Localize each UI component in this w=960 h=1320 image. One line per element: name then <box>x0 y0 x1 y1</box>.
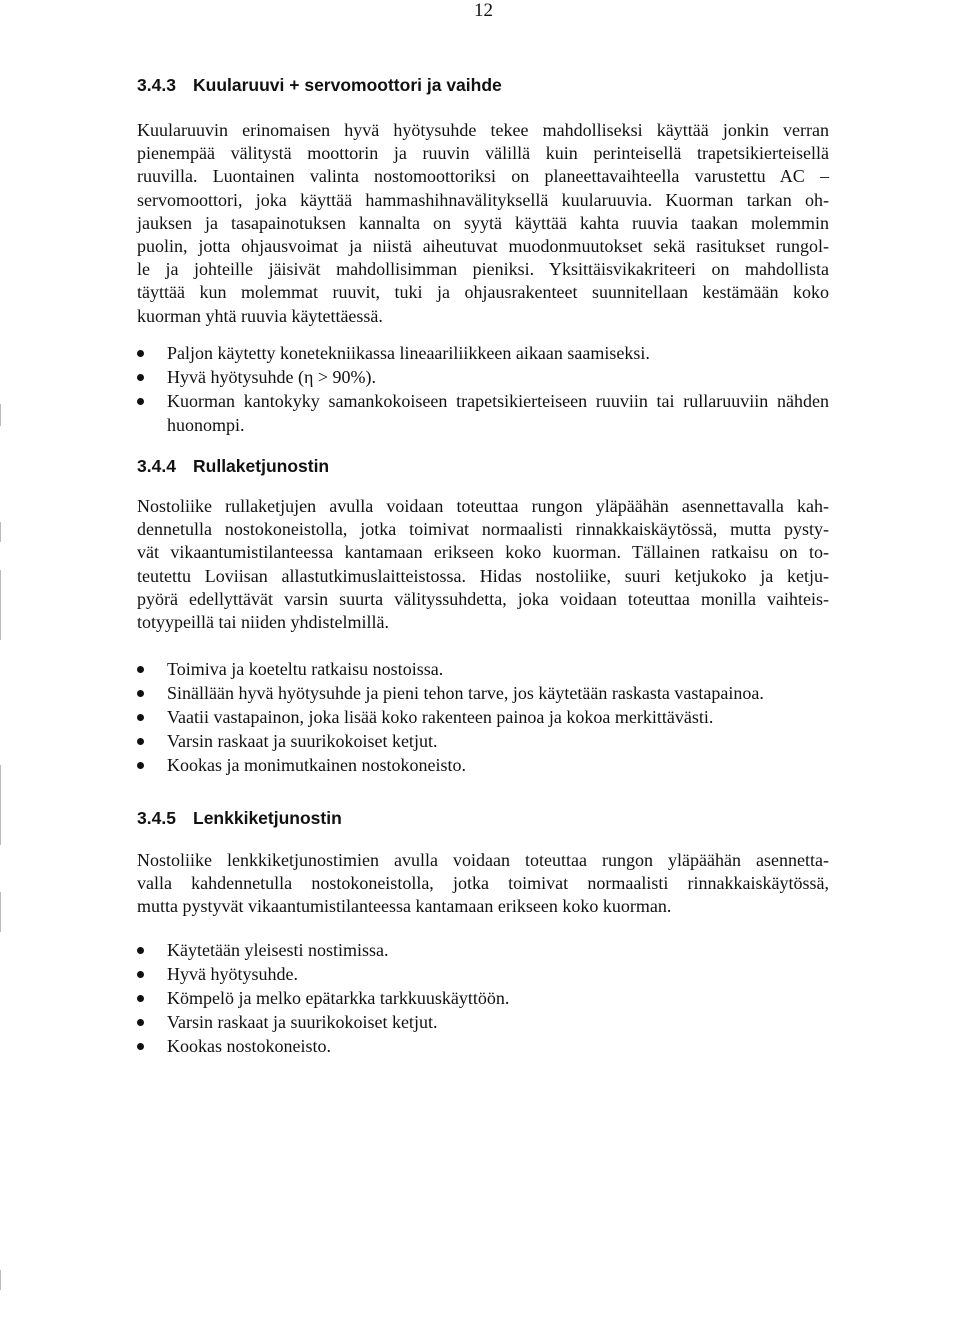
bullet-list-3-4-3 <box>137 341 829 437</box>
paragraph-line: ruuvilla. Luontainen valinta nostomoottoriksi on planeettavaihteella varustettu AC – <box>137 166 829 187</box>
bullet-icon <box>137 1019 144 1026</box>
section-heading-3-4-3 <box>137 74 502 96</box>
list-item-text: Kömpelö ja melko epätarkka tarkkuuskäyttöön. <box>167 988 510 1008</box>
paragraph-line: mutta pystyvät vikaantumistilanteessa kantamaan erikseen koko kuorman. <box>137 896 672 917</box>
list-item <box>137 1034 829 1058</box>
list-item-text: Hyvä hyötysuhde. <box>167 964 298 984</box>
paragraph-line: teutettu Loviisan allastutkimuslaitteistossa. Hidas nostoliike, suuri ketjukoko ja ketju- <box>137 565 829 586</box>
bullet-icon <box>137 762 144 769</box>
scan-mark <box>0 765 1 845</box>
section-heading-3-4-5 <box>137 807 342 829</box>
section-title: Rullaketjunostin <box>193 456 330 476</box>
section-paragraph-3-4-3 <box>137 119 829 328</box>
list-item-text: Varsin raskaat ja suurikokoiset ketjut. <box>167 1012 438 1032</box>
bullet-icon <box>137 350 144 357</box>
paragraph-line: pyörä edellyttävät varsin suurta välityssuhdetta, joka voidaan toteuttaa monilla vaihteis- <box>137 588 829 609</box>
paragraph-line: jauksen ja tasapainotuksen kannalta on syytä käyttää kahta ruuvia taakan molemmin <box>137 212 829 233</box>
scan-mark <box>0 1270 1 1290</box>
paragraph-line: kuorman yhtä ruuvia käytettäessä. <box>137 305 383 326</box>
list-item-text: Toimiva ja koeteltu ratkaisu nostoissa. <box>167 659 444 679</box>
bullet-list-3-4-4 <box>137 657 829 777</box>
list-item-text: Käytetään yleisesti nostimissa. <box>167 940 389 960</box>
bullet-icon <box>137 374 144 381</box>
section-paragraph-3-4-5 <box>137 849 829 919</box>
list-item <box>137 729 829 753</box>
list-item <box>137 962 829 986</box>
list-item <box>137 938 829 962</box>
list-item-text: Sinällään hyvä hyötysuhde ja pieni tehon tarve, jos käytetään raskasta vastapainoa. <box>167 683 764 703</box>
section-number: 3.4.5 <box>137 808 176 828</box>
bullet-icon <box>137 738 144 745</box>
paragraph-line: servomoottori, joka käyttää hammashihnavälityksellä kuularuuvia. Kuorman tarkan oh- <box>137 189 829 210</box>
section-number: 3.4.3 <box>137 75 176 95</box>
bullet-icon <box>137 947 144 954</box>
paragraph-line: Kuularuuvin erinomaisen hyvä hyötysuhde tekee mahdolliseksi käyttää jonkin verran <box>137 120 829 140</box>
list-item <box>137 1010 829 1034</box>
section-title: Lenkkiketjunostin <box>193 808 342 828</box>
section-number: 3.4.4 <box>137 456 176 476</box>
list-item-text: Kookas nostokoneisto. <box>167 1036 331 1056</box>
bullet-list-3-4-5 <box>137 938 829 1058</box>
list-item-text: Kookas ja monimutkainen nostokoneisto. <box>167 755 466 775</box>
list-item-text: Paljon käytetty konetekniikassa lineaariliikkeen aikaan saamiseksi. <box>167 343 650 363</box>
paragraph-line: Nostoliike lenkkiketjunostimien avulla voidaan toteuttaa rungon yläpäähän asennetta- <box>137 850 829 870</box>
bullet-icon <box>137 1043 144 1050</box>
paragraph-line: pienempää välitystä moottorin ja ruuvin välillä kuin perinteisellä trapetsikierteisellä <box>137 143 829 164</box>
list-item <box>137 389 829 437</box>
paragraph-line: dennetulla nostokoneistolla, jotka toimivat normaalisti rinnakkaiskäytössä, mutta pysty- <box>137 519 829 540</box>
bullet-icon <box>137 714 144 721</box>
list-item-text: Hyvä hyötysuhde (η > 90%). <box>167 367 377 387</box>
list-item <box>137 365 829 389</box>
paragraph-line: vät vikaantumistilanteessa kantamaan erikseen koko kuorman. Tällainen ratkaisu on to- <box>137 542 829 563</box>
list-item <box>137 341 829 365</box>
bullet-icon <box>137 690 144 697</box>
paragraph-line: Nostoliike rullaketjujen avulla voidaan toteuttaa rungon yläpäähän asennettavalla kah- <box>137 496 829 516</box>
scan-mark <box>0 892 1 932</box>
section-title: Kuularuuvi + servomoottori ja vaihde <box>193 75 502 95</box>
bullet-icon <box>137 971 144 978</box>
bullet-icon <box>137 995 144 1002</box>
paragraph-line: täyttää kun molemmat ruuvit, tuki ja ohjausrakenteet suunnitellaan kestämään koko <box>137 282 829 303</box>
list-item-text: Vaatii vastapainon, joka lisää koko rakenteen painoa ja kokoa merkittävästi. <box>167 707 714 727</box>
section-paragraph-3-4-4 <box>137 495 829 634</box>
scan-mark <box>0 570 1 640</box>
scan-mark <box>0 522 1 542</box>
list-item <box>137 705 829 729</box>
paragraph-line: valla kahdennetulla nostokoneistolla, jotka toimivat normaalisti rinnakkaiskäytössä, <box>137 873 829 894</box>
list-item-text: Varsin raskaat ja suurikokoiset ketjut. <box>167 731 438 751</box>
list-item <box>137 986 829 1010</box>
list-item-text: Kuorman kantokyky samankokoiseen trapetsikierteiseen ruuviin tai rullaruuviin nähden huonompi. <box>167 391 829 435</box>
paragraph-line: puolin, jotta ohjausvoimat ja niistä aiheutuvat muodonmuutokset sekä rasitukset rungol- <box>137 236 829 257</box>
paragraph-line: le ja johteille jäisivät mahdollisimman pieniksi. Yksittäisvikakriteeri on mahdollista <box>137 259 829 280</box>
list-item <box>137 657 829 681</box>
scan-mark <box>0 404 1 426</box>
page-number: 12 <box>474 0 493 21</box>
bullet-icon <box>137 666 144 673</box>
paragraph-line: totyypeillä tai niiden yhdistelmillä. <box>137 612 389 633</box>
section-heading-3-4-4 <box>137 455 329 477</box>
list-item <box>137 681 829 705</box>
bullet-icon <box>137 398 144 405</box>
list-item <box>137 753 829 777</box>
